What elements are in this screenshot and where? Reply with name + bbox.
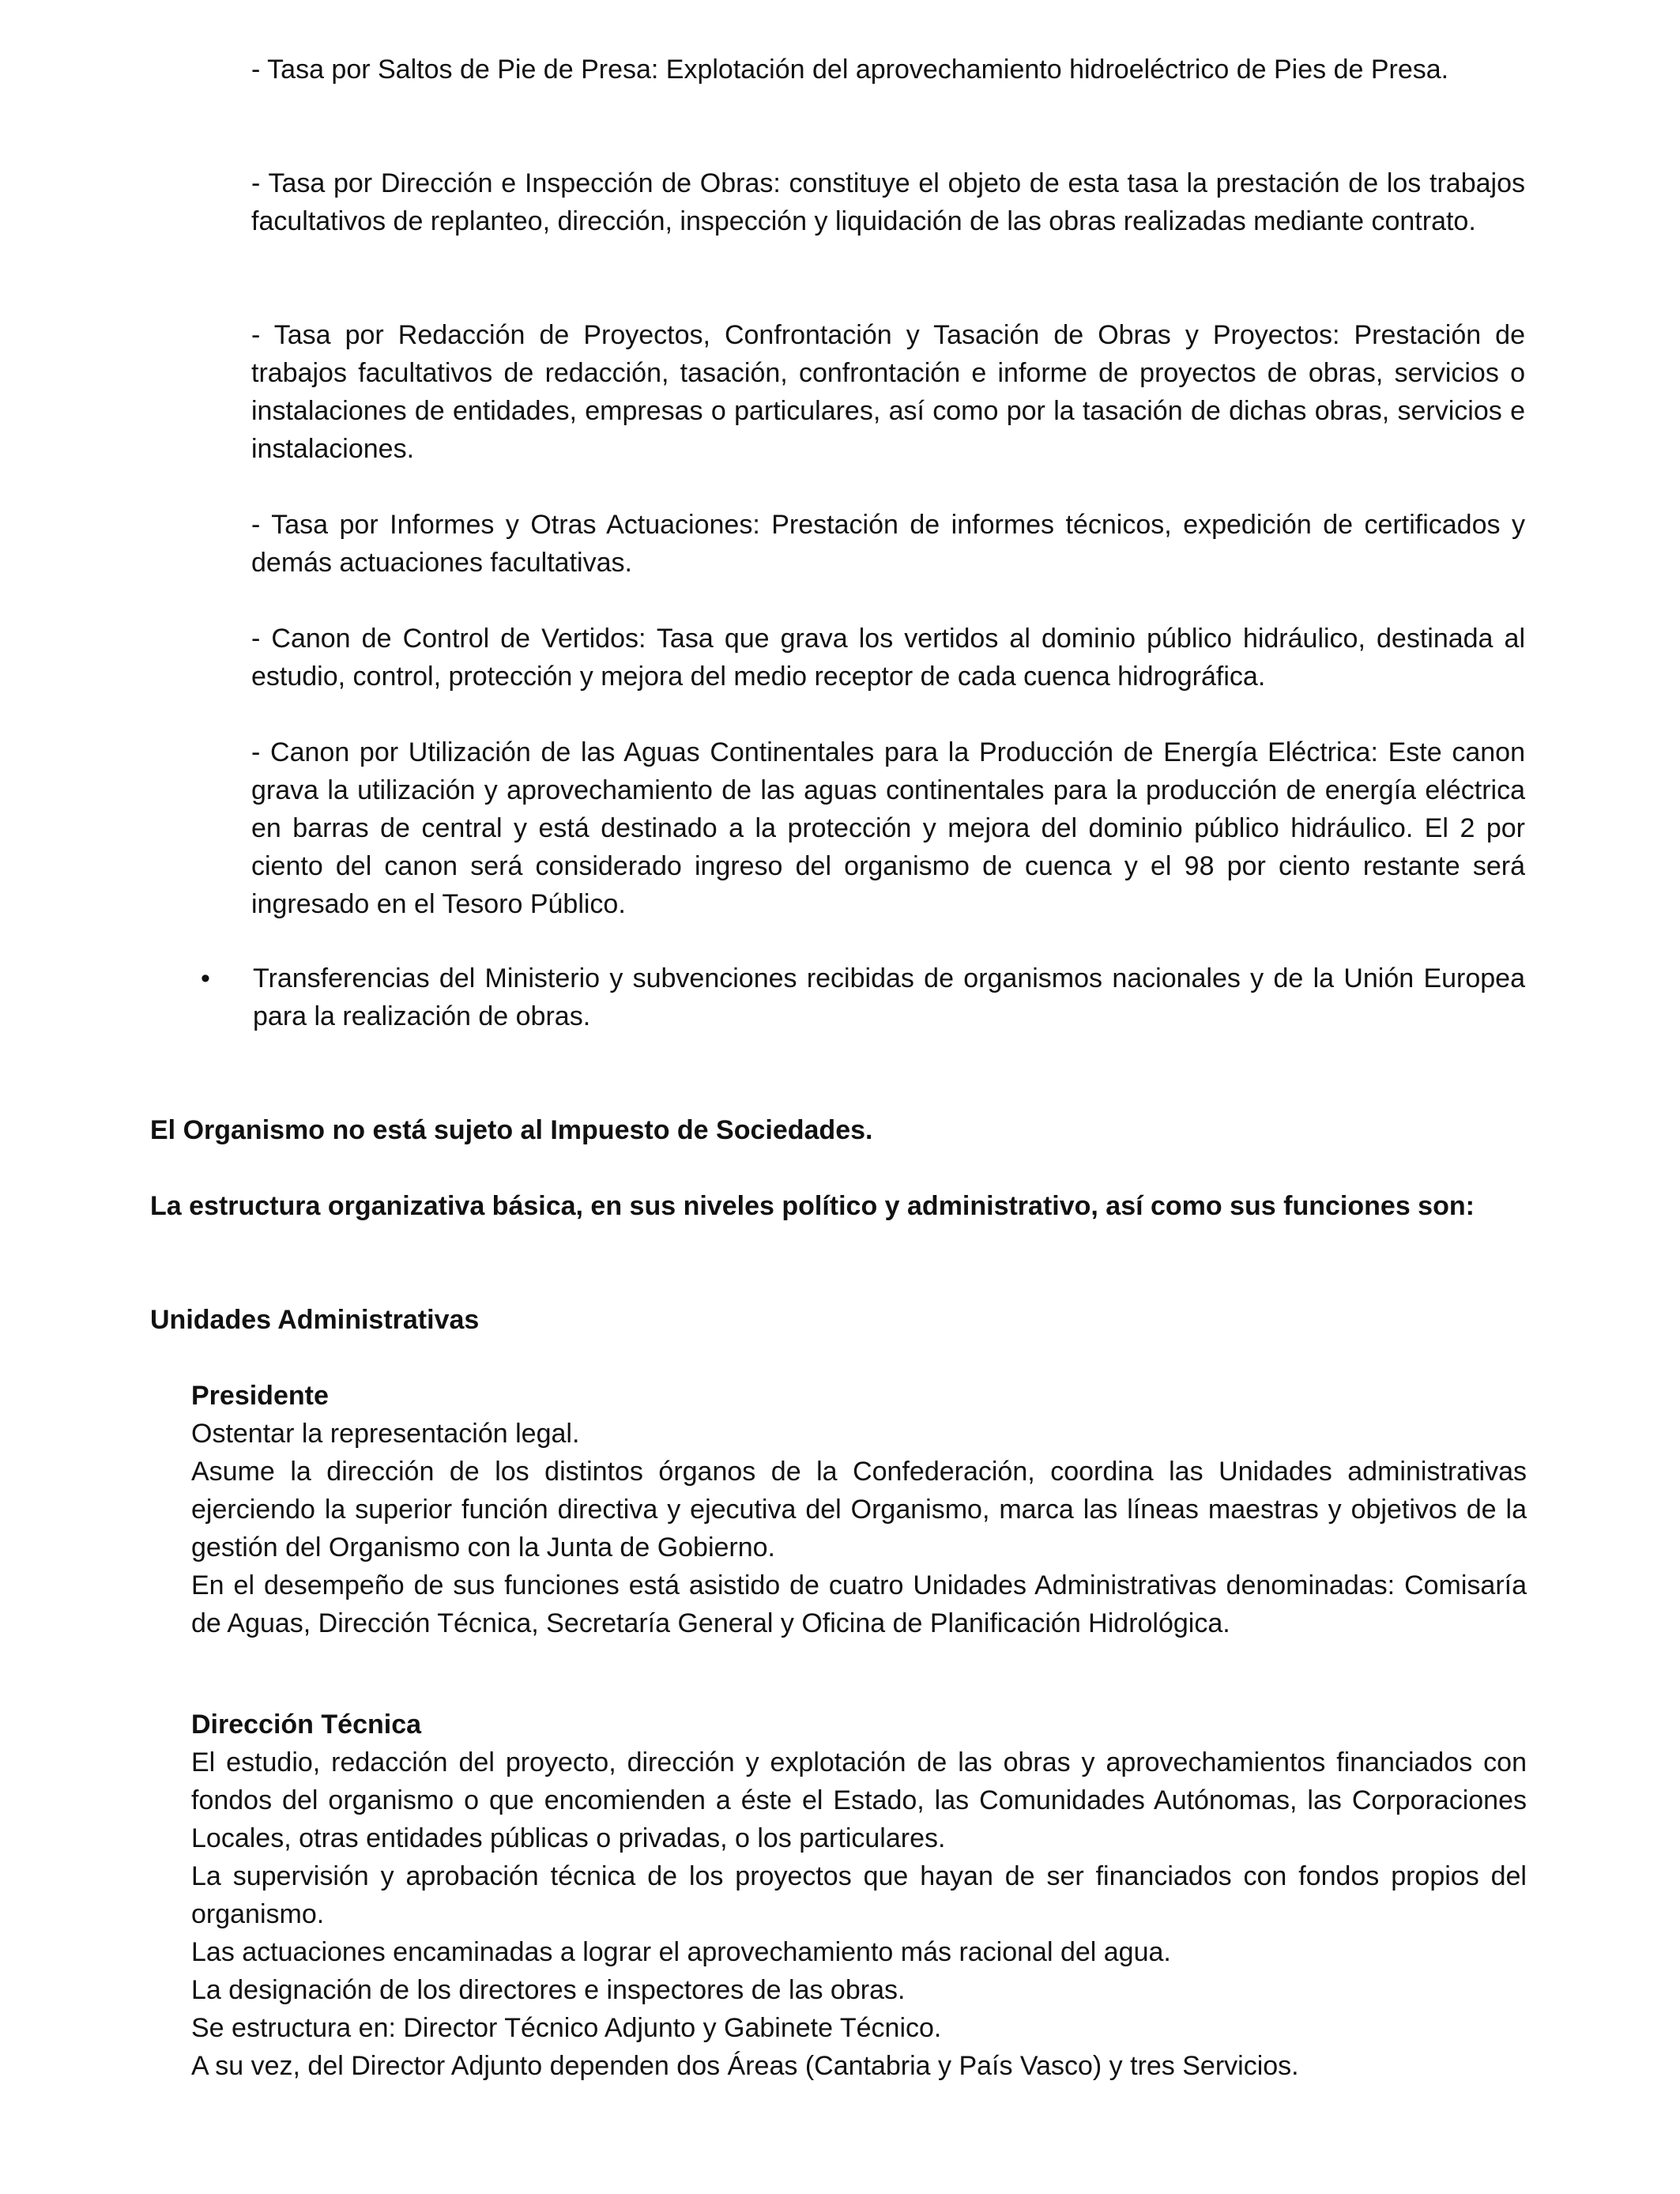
presidente-line: En el desempeño de sus funciones está asistido de cuatro Unidades Administrativas denominadas: Comisaría de Aguas, Dirección Técnica, Secretaría General y Oficina de Planificación Hidrológica. <box>191 1570 1527 1638</box>
direccion-tecnica-line: La designación de los directores e inspectores de las obras. <box>191 1975 906 2005</box>
presidente-line: Asume la dirección de los distintos órganos de la Confederación, coordina las Unidades administrativas ejerciendo la superior función directiva y ejecutiva del Organismo, marca las líneas maestras y objetivos de la gestión del Organismo con la Junta de Gobierno. <box>191 1457 1527 1563</box>
presidente-section <box>191 1377 1527 1642</box>
impuesto-statement: El Organismo no está sujeto al Impuesto de Sociedades. <box>150 1115 873 1145</box>
tasa-saltos-pie-presa: - Tasa por Saltos de Pie de Presa: Explotación del aprovechamiento hidroeléctrico de Pies de Presa. <box>251 55 1449 85</box>
direccion-tecnica-line: Se estructura en: Director Técnico Adjunto y Gabinete Técnico. <box>191 2013 942 2043</box>
direccion-tecnica-line: El estudio, redacción del proyecto, dirección y explotación de las obras y aprovechamientos financiados con fondos del organismo o que encomienden a éste el Estado, las Comunidades Autónomas, las Corporaciones Locales, otras entidades públicas o privadas, o los particulares. <box>191 1747 1527 1853</box>
presidente-title: Presidente <box>191 1381 329 1411</box>
presidente-line: Ostentar la representación legal. <box>191 1419 580 1449</box>
canon-control-vertidos: - Canon de Control de Vertidos: Tasa que grava los vertidos al dominio público hidráulico, destinada al estudio, control, protección y mejora del medio receptor de cada cuenca hidrográfica. <box>251 624 1525 692</box>
direccion-tecnica-title: Dirección Técnica <box>191 1710 422 1740</box>
tasa-direccion-inspeccion: - Tasa por Dirección e Inspección de Obras: constituye el objeto de esta tasa la prestación de los trabajos facultativos de replanteo, dirección, inspección y liquidación de las obras realizadas mediante contrato. <box>251 168 1525 236</box>
canon-aguas-continentales: - Canon por Utilización de las Aguas Continentales para la Producción de Energía Eléctrica: Este canon grava la utilización y aprovechamiento de las aguas continentales para la producción de energía eléctrica en barras de central y está destinado a la protección y mejora del dominio público hidráulico. El 2 por ciento del canon será considerado ingreso del organismo de cuenca y el 98 por ciento restante será ingresado en el Tesoro Público. <box>251 737 1525 919</box>
tasa-redaccion-proyectos: - Tasa por Redacción de Proyectos, Confrontación y Tasación de Obras y Proyectos: Prestación de trabajos facultativos de redacción, tasación, confrontación e informe de proyectos de obras, servicios o instalaciones de entidades, empresas o particulares, así como por la tasación de dichas obras, servicios e instalaciones. <box>251 320 1525 464</box>
direccion-tecnica-line: Las actuaciones encaminadas a lograr el aprovechamiento más racional del agua. <box>191 1937 1171 1967</box>
direccion-tecnica-line: La supervisión y aprobación técnica de los proyectos que hayan de ser financiados con fondos propios del organismo. <box>191 1861 1527 1929</box>
bullet-text: Transferencias del Ministerio y subvenciones recibidas de organismos nacionales y de la Unión Europea para la realización de obras. <box>253 963 1525 1031</box>
direccion-tecnica-line: A su vez, del Director Adjunto dependen dos Áreas (Cantabria y País Vasco) y tres Servicios. <box>191 2051 1299 2081</box>
tasa-informes-actuaciones: - Tasa por Informes y Otras Actuaciones: Prestación de informes técnicos, expedición de certificados y demás actuaciones facultativas. <box>251 510 1525 578</box>
direccion-tecnica-section <box>191 1706 1527 2085</box>
bullet-icon: • <box>201 963 210 993</box>
unidades-heading: Unidades Administrativas <box>150 1305 480 1335</box>
estructura-statement: La estructura organizativa básica, en sus niveles político y administrativo, así como sus funciones son: <box>150 1191 1475 1221</box>
